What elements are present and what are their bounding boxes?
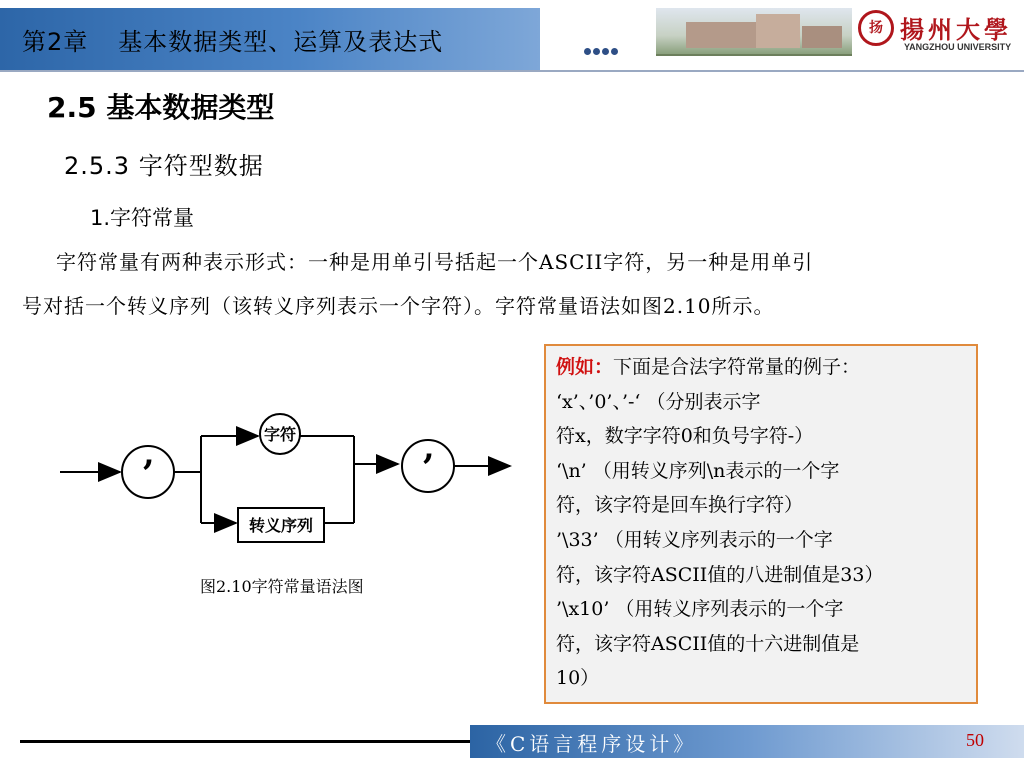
example-line-2: ‘x’、’0’、’-‘ （分别表示字 [556,390,761,413]
course-title: 《C语言程序设计》 [486,732,698,756]
example-line-9: 符，该字符ASCII值的十六进制值是 [556,632,860,655]
example-line-1: 例如：下面是合法字符常量的例子： [556,356,861,378]
section-heading: 2.5 基本数据类型 [47,91,275,124]
example-line-7: 符，该字符ASCII值的八进制值是33） [556,563,884,586]
item-heading: 1.字符常量 [90,206,195,230]
university-logo-english: YANGZHOU UNIVERSITY [904,42,1012,52]
chapter-name: 基本数据类型、运算及表达式 [118,28,444,56]
university-logo-text: 揚州大學 [900,15,1012,44]
right-quote-text: ’ [421,447,435,489]
example-line-6: ’\33’ （用转义序列表示的一个字 [556,528,833,551]
campus-banner-image [656,8,852,56]
decorative-dots [584,40,620,59]
example-lead: 例如： [556,356,614,378]
example-line-8: ’\x10’ （用转义序列表示的一个字 [556,598,844,621]
subsection-heading: 2.5.3 字符型数据 [64,152,264,180]
left-quote-text: ’ [141,453,155,495]
escape-sequence-text: 转义序列 [248,516,314,535]
intro-paragraph [22,240,982,328]
example-box [544,344,978,704]
syntax-diagram [58,400,518,560]
example-line-3: 符x，数字字符0和负号字符-） [556,425,814,448]
university-seal-icon: 扬 [858,10,894,46]
header-divider [0,70,1024,72]
slide-header [0,0,1024,72]
example-line-4: ‘\n’ （用转义序列\n表示的一个字 [556,459,840,482]
char-node-text: 字符 [263,425,297,444]
paragraph-line-1: 字符常量有两种表示形式：一种是用单引号括起一个ASCII字符，另一种是用单引 [56,250,814,274]
chapter-title [22,22,443,57]
example-line-10: 10） [556,667,600,690]
chapter-label: 第2章 [22,28,89,56]
page-number: 50 [966,730,984,750]
footer-rule [20,740,470,743]
diagram-caption: 图2.10字符常量语法图 [200,577,364,596]
example-line-5: 符，该字符是回车换行字符） [556,494,804,517]
paragraph-line-2: 号对括一个转义序列（该转义序列表示一个字符）。字符常量语法如图2.10所示。 [22,294,775,318]
